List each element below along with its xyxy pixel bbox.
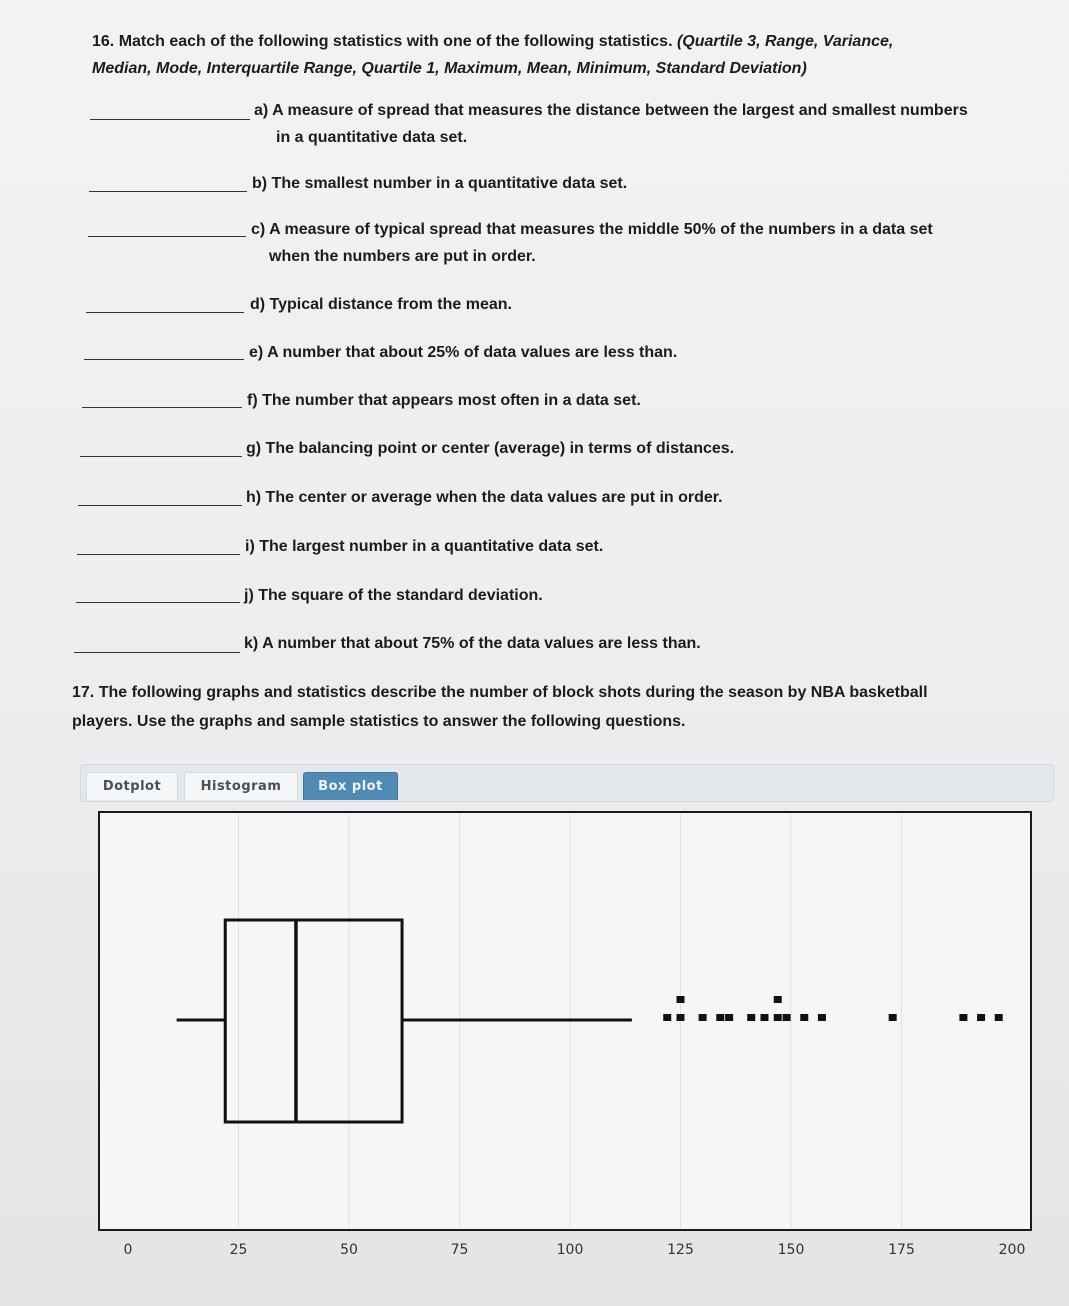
question-17-line2: players. Use the graphs and sample statistics to answer the following questions. xyxy=(72,713,686,730)
outlier-point xyxy=(995,1014,1003,1021)
match-item-b-line1: b) The smallest number in a quantitative data set. xyxy=(252,175,628,192)
x-tick-label: 125 xyxy=(667,1242,694,1258)
outlier-point xyxy=(677,1014,685,1021)
match-item-a-line2: in a quantitative data set. xyxy=(276,129,468,146)
outlier-point xyxy=(774,1014,782,1021)
x-tick-label: 50 xyxy=(340,1242,358,1258)
match-item-j-line1: j) The square of the standard deviation. xyxy=(244,587,543,604)
tab-boxplot[interactable]: Box plot xyxy=(303,772,398,800)
outlier-point xyxy=(959,1014,967,1021)
question-16-options-line1: (Quartile 3, Range, Variance, xyxy=(676,33,894,50)
match-item-c-line1: c) A measure of typical spread that measures the middle 50% of the numbers in a data set xyxy=(251,221,933,238)
match-item-f-line1: f) The number that appears most often in a data set. xyxy=(247,392,641,409)
match-item-g-line1: g) The balancing point or center (average) in terms of distances. xyxy=(246,440,735,457)
outlier-point xyxy=(677,996,685,1003)
outlier-point xyxy=(774,996,782,1003)
outlier-point xyxy=(818,1014,826,1021)
outlier-point xyxy=(977,1014,985,1021)
match-item-k-line1: k) A number that about 75% of the data values are less than. xyxy=(244,635,701,652)
x-tick-label: 0 xyxy=(123,1242,133,1258)
match-item-h-line1: h) The center or average when the data values are put in order. xyxy=(246,489,723,506)
x-tick-label: 75 xyxy=(450,1242,469,1258)
match-item-a-line1: a) A measure of spread that measures the distance between the largest and smallest numbers xyxy=(254,102,968,119)
x-tick-label: 175 xyxy=(888,1242,915,1258)
match-item-d-line1: d) Typical distance from the mean. xyxy=(250,296,512,313)
outlier-point xyxy=(725,1014,733,1021)
x-tick-label: 150 xyxy=(777,1242,805,1258)
outlier-point xyxy=(716,1014,724,1021)
question-17-line1: 17. The following graphs and statistics describe the number of block shots during the season by NBA basketball xyxy=(72,684,928,701)
x-tick-label: 200 xyxy=(998,1242,1026,1258)
outlier-point xyxy=(760,1014,768,1021)
tick-labels xyxy=(124,1242,1026,1258)
x-tick-label: 25 xyxy=(229,1242,248,1258)
outlier-point xyxy=(783,1014,791,1021)
match-item-i-line1: i) The largest number in a quantitative data set. xyxy=(245,538,604,555)
x-tick-label: 100 xyxy=(556,1242,584,1258)
question-16-lead: 16. Match each of the following statistics with one of the following statistics. xyxy=(92,33,673,50)
outlier-point xyxy=(800,1014,808,1021)
outlier-point xyxy=(699,1014,707,1021)
match-item-e-line1: e) A number that about 25% of data values are less than. xyxy=(249,344,678,361)
tab-dotplot[interactable]: Dotplot xyxy=(86,772,178,800)
outlier-point xyxy=(663,1014,671,1021)
match-item-c-line2: when the numbers are put in order. xyxy=(269,248,536,265)
outlier-point xyxy=(889,1014,897,1021)
tab-histogram[interactable]: Histogram xyxy=(184,772,298,800)
outlier-point xyxy=(747,1014,755,1021)
question-16-options-line2: Median, Mode, Interquartile Range, Quartile 1, Maximum, Mean, Minimum, Standard Deviation) xyxy=(92,60,807,77)
